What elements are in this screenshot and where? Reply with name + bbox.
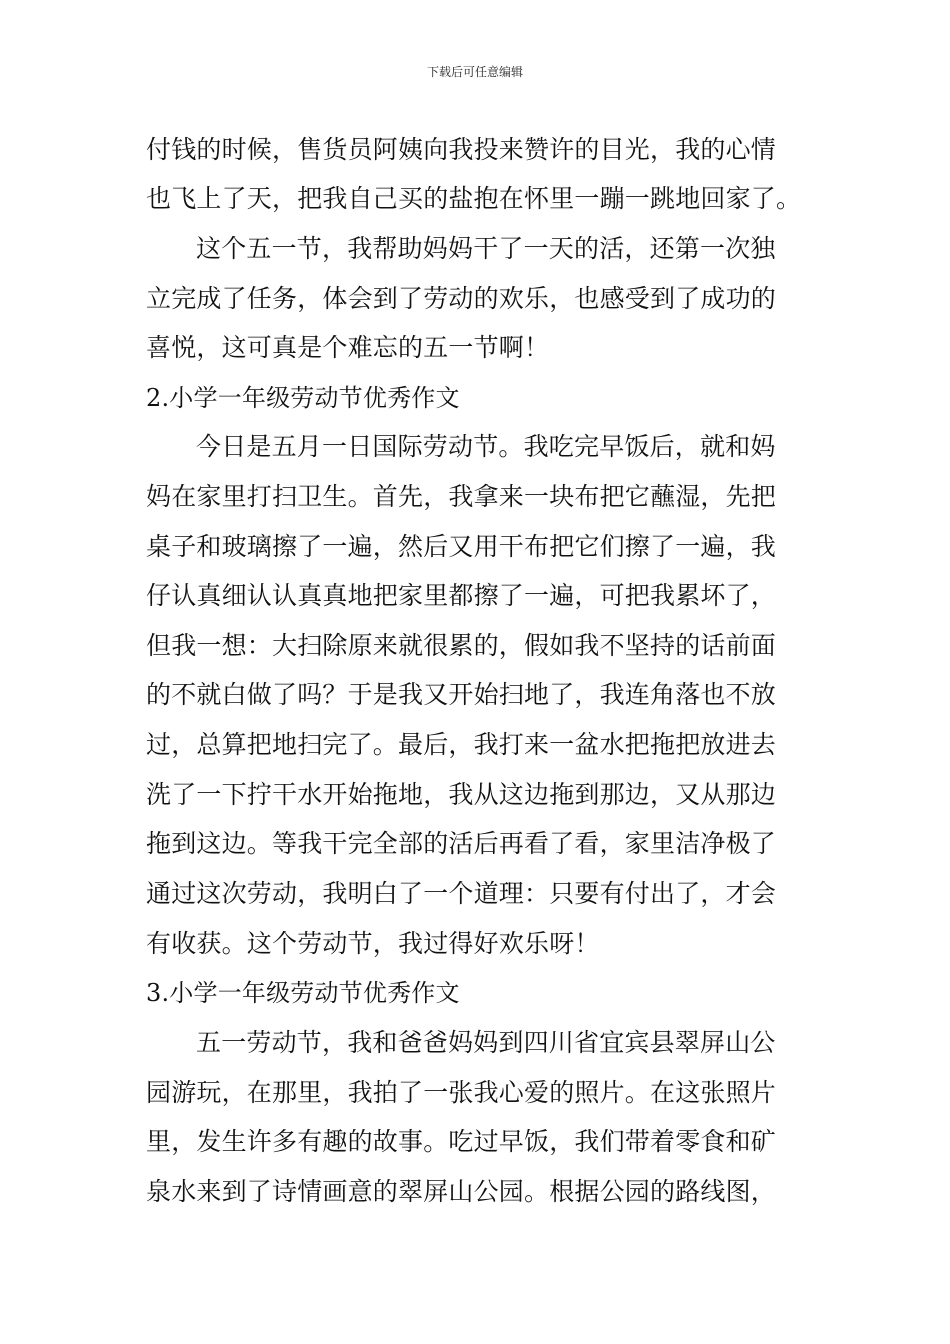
text-line: 里，发生许多有趣的故事。吃过早饭，我们带着零食和矿 [146, 1127, 777, 1156]
text-line: 喜悦，这可真是个难忘的五一节啊！ [146, 333, 550, 362]
text-line: 但我一想：大扫除原来就很累的，假如我不坚持的话前面 [146, 631, 777, 660]
section-heading-2: 2.小学一年级劳动节优秀作文 [146, 384, 460, 412]
text-line: 的不就白做了吗？于是我又开始扫地了，我连角落也不放 [146, 680, 777, 709]
text-line: 付钱的时候，售货员阿姨向我投来赞许的目光，我的心情 [146, 135, 777, 164]
paragraph-start-line: 这个五一节，我帮助妈妈干了一天的活，还第一次独 [196, 234, 776, 263]
text-line: 立完成了任务，体会到了劳动的欢乐，也感受到了成功的 [146, 284, 777, 313]
paragraph-start-line: 今日是五月一日国际劳动节。我吃完早饭后，就和妈 [196, 432, 776, 461]
text-line: 园游玩，在那里，我拍了一张我心爱的照片。在这张照片 [146, 1078, 777, 1107]
text-line: 妈在家里打扫卫生。首先，我拿来一块布把它蘸湿，先把 [146, 482, 777, 511]
text-line: 泉水来到了诗情画意的翠屏山公园。根据公园的路线图， [146, 1177, 777, 1206]
paragraph-start-line: 五一劳动节，我和爸爸妈妈到四川省宜宾县翠屏山公 [196, 1028, 776, 1057]
section-heading-3: 3.小学一年级劳动节优秀作文 [146, 979, 460, 1007]
page-header-note: 下载后可任意编辑 [426, 65, 523, 79]
text-line: 洗了一下拧干水开始拖地，我从这边拖到那边，又从那边 [146, 780, 777, 809]
text-line: 桌子和玻璃擦了一遍，然后又用干布把它们擦了一遍，我 [146, 532, 777, 561]
text-line: 有收获。这个劳动节，我过得好欢乐呀！ [146, 929, 600, 958]
text-line: 也飞上了天，把我自己买的盐抱在怀里一蹦一跳地回家了。 [146, 184, 802, 213]
text-line: 通过这次劳动，我明白了一个道理：只要有付出了，才会 [146, 879, 777, 908]
text-line: 拖到这边。等我干完全部的活后再看了看，家里洁净极了 [146, 829, 777, 858]
text-line: 过，总算把地扫完了。最后，我打来一盆水把拖把放进去 [146, 730, 777, 759]
text-line: 仔认真细认认真真地把家里都擦了一遍，可把我累坏了， [146, 581, 777, 610]
